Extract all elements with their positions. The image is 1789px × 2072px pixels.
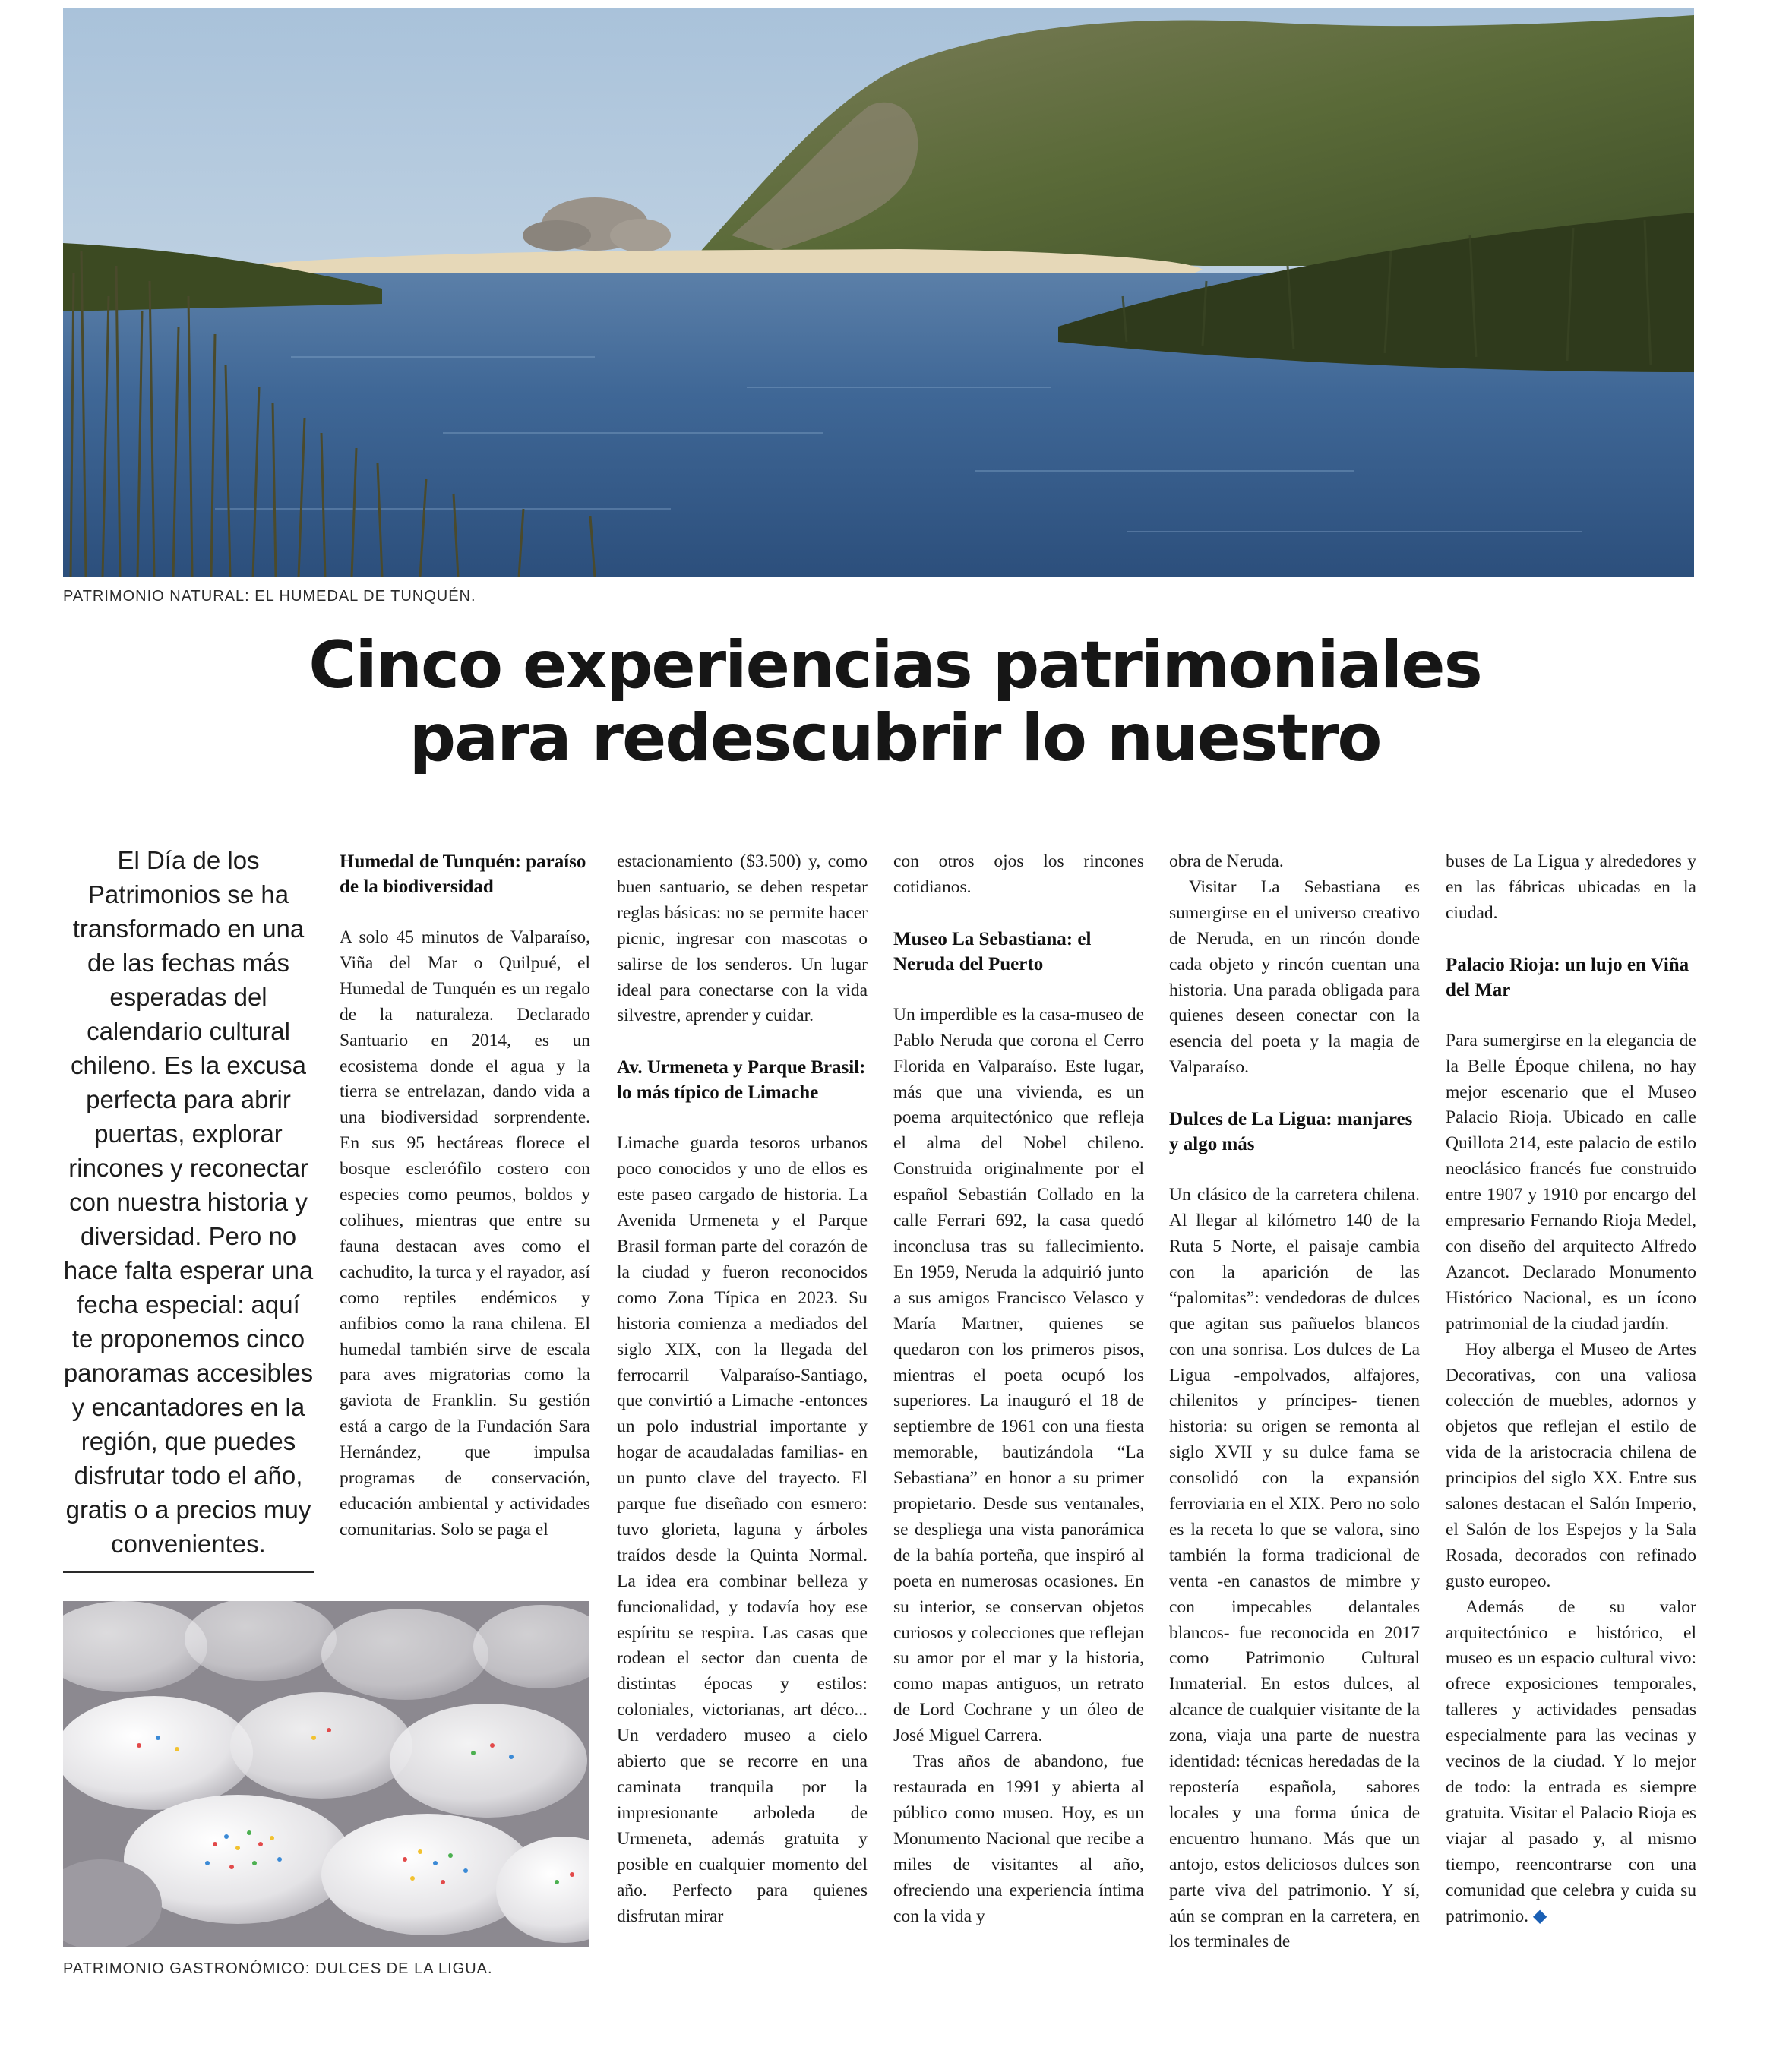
section-heading-sebastiana: Museo La Sebastiana: el Neruda del Puerto bbox=[893, 928, 1092, 974]
section-body-ligua-cont: buses de La Ligua y alrededores y en las fábricas ubicadas en la ciudad. bbox=[1446, 851, 1696, 923]
lagoon-illustration bbox=[63, 8, 1694, 577]
section-heading-rioja: Palacio Rioja: un lujo en Viña del Mar bbox=[1446, 954, 1689, 1000]
photo-caption-bottom: PATRIMONIO GASTRONÓMICO: DULCES DE LA LIGUA. bbox=[63, 1960, 493, 1977]
section-body-sebastiana-2: Tras años de abandono, fue restaurada en 1991 y abierta al público como museo. Hoy, es un Monumento Nacional que recibe a miles de visitantes al año, ofreciendo una experiencia íntima con la vida y bbox=[893, 1751, 1144, 1926]
text-column-5 bbox=[1446, 849, 1696, 2019]
sweets-illustration bbox=[63, 1601, 589, 1947]
section-heading-tunquen: Humedal de Tunquén: paraíso de la biodiversidad bbox=[340, 851, 586, 897]
article-intro: El Día de los Patrimonios se ha transformado en una de las fechas más esperadas del calendario cultural chileno. Es la excusa perfecta para abrir puertas, explorar rincones y reconectar con nuestra historia y diversidad. Pero no hace falta esperar una fecha especial: aquí te proponemos cinco panoramas accesibles y encantadores en la región, que puedes disfrutar todo el año, gratis o a precios muy convenientes. bbox=[63, 846, 314, 1558]
section-body-rioja-3 bbox=[1446, 1595, 1696, 1930]
text-column-1 bbox=[340, 849, 590, 1578]
section-body-sebastiana-1: Un imperdible es la casa-museo de Pablo Neruda que corona el Cerro Florida en Valparaíso. Este lugar, más que una vivienda, es un poema arquitectónico que refleja el alma del Nobel chileno. Construida originalmente por el español Sebastián Collado en la calle Ferrari 692, la casa quedó inconclusa tras su fallecimiento. En 1959, Neruda la adquirió junto a sus amigos Francisco Velasco y María Martner, quienes se quedaron con los primeros pisos, mientras el poeta ocupó los superiores. La inauguró el 18 de septiembre de 1961 con una fiesta memorable, bautizándola “La Sebastiana” en honor a su primer propietario. Desde sus ventanales, se despliega una vista panorámica de la bahía porteña, que inspiró al poeta en numerosas ocasiones. En su interior, se conservan objetos curiosos y colecciones que reflejan su amor por el mar y la historia, como mapas antiguos, un retrato de Lord Cochrane y un óleo de José Miguel Carrera. bbox=[893, 1004, 1144, 1746]
text-column-3 bbox=[893, 849, 1144, 2019]
photo-caption-top: PATRIMONIO NATURAL: EL HUMEDAL DE TUNQUÉN. bbox=[63, 588, 476, 605]
text-column-2 bbox=[617, 849, 868, 2019]
section-body-limache: Limache guarda tesoros urbanos poco conocidos y uno de ellos es este paseo cargado de historia. La Avenida Urmeneta y el Parque Brasil forman parte del corazón de la ciudad y fueron reconocidos como Zona Típica en 2023. Su historia comienza a mediados del siglo XIX, con la llegada del ferrocarril Valparaíso-Santiago, que convirtió a Limache -entonces un polo industrial importante y hogar de acaudaladas familias- en un punto clave del trayecto. El parque fue diseñado con esmero: tuvo glorieta, laguna y árboles traídos desde la Quinta Normal. La idea era combinar belleza y funcionalidad, y todavía hoy ese espíritu se respira. Las casas que rodean el sector dan cuenta de distintas épocas y estilos: coloniales, victorianas, art déco... Un verdadero museo a cielo abierto que se recorre en una caminata tranquila por la impresionante arboleda de Urmeneta, además gratuita y posible en cualquier momento del año. Perfecto para quienes disfrutan mirar bbox=[617, 1133, 868, 1926]
section-body-sebastiana-3: Visitar La Sebastiana es sumergirse en el universo creativo de Neruda, en un rincón donde cada objeto y rincón cuentan una historia. Una parada obligada para quienes deseen conectar con la esencia del poeta y la magia de Valparaíso. bbox=[1169, 876, 1420, 1078]
section-heading-limache: Av. Urmeneta y Parque Brasil: lo más típico de Limache bbox=[617, 1057, 866, 1104]
end-diamond-icon: ◆ bbox=[1532, 1906, 1547, 1926]
section-body-rioja-3-text: Además de su valor arquitectónico e histórico, el museo es un espacio cultural vivo: ofrece exposiciones temporales, talleres y actividades pensadas especialmente para las vecinas y vecinos de la ciudad. Y lo mejor de todo: la entrada es siempre gratuita. Visitar el Palacio Rioja es viajar al pasado y, al mismo tiempo, reencontrarse con una comunidad que celebra y cuida su patrimonio. bbox=[1446, 1597, 1696, 1926]
headline-line-1: Cinco experiencias patrimoniales bbox=[308, 627, 1481, 703]
section-body-limache-cont: con otros ojos los rincones cotidianos. bbox=[893, 851, 1144, 897]
section-body-rioja-2: Hoy alberga el Museo de Artes Decorativas, con una valiosa colección de muebles, adornos y objetos que reflejan el estilo de vida de la aristocracia chilena de principios del siglo XX. Entre sus salones destacan el Salón Imperio, el Salón de los Espejos y la Sala Rosada, decorados con refinado gusto europeo. bbox=[1446, 1339, 1696, 1591]
section-heading-ligua: Dulces de La Ligua: manjares y algo más bbox=[1169, 1109, 1413, 1155]
section-body-ligua: Un clásico de la carretera chilena. Al llegar al kilómetro 140 de la Ruta 5 Norte, el paisaje cambia con la aparición de las “palomitas”: vendedoras de dulces que agitan sus pañuelos blancos con una sonrisa. Los dulces de La Ligua -empolvados, alfajores, chilenitos y príncipes- tienen historia: su origen se remonta al siglo XVII y su dulce fama se consolidó con la expansión ferroviaria en el XIX. Pero no solo es la receta lo que se valora, sino también la forma tradicional de venta -en canastos de mimbre y con impecables delantales blancos- fue reconocida en 2017 como Patrimonio Cultural Inmaterial. En estos dulces, al alcance de cualquier visitante de la zona, viaja una parte de nuestra identidad: técnicas heredadas de la repostería española, sabores locales y una forma única de encuentro humano. Más que un antojo, estos deliciosos dulces son parte viva del patrimonio. Y sí, aún se compran en la carretera, en los terminales de bbox=[1169, 1185, 1420, 1952]
text-column-4 bbox=[1169, 849, 1420, 2019]
section-body-tunquen-cont: estacionamiento ($3.500) y, como buen santuario, se deben respetar reglas básicas: no se permite hacer picnic, ingresar con mascotas o salirse de los senderos. Un lugar ideal para conectarse con la vida silvestre, aprender y cuidar. bbox=[617, 851, 868, 1026]
intro-divider bbox=[63, 1571, 314, 1573]
headline-line-2: para redescubrir lo nuestro bbox=[409, 700, 1381, 776]
section-body-sebastiana-2-cont: obra de Neruda. bbox=[1169, 851, 1284, 871]
article-headline bbox=[139, 629, 1651, 775]
lagoon-photo bbox=[63, 8, 1694, 577]
section-body-tunquen: A solo 45 minutos de Valparaíso, Viña del Mar o Quilpué, el Humedal de Tunquén es un regalo de la naturaleza. Declarado Santuario en 2014, es un ecosistema donde el agua y la tierra se entrelazan, dando vida a una biodiversidad sorprendente. En sus 95 hectáreas florece el bosque esclerófilo costero con especies como peumos, boldos y colihues, mientras que entre su fauna destacan aves como el cachudito, la turca y el rayador, así como reptiles endémicos y anfibios como la rana chilena. El humedal también sirve de escala para aves migratorias como la gaviota de Franklin. Su gestión está a cargo de la Fundación Sara Hernández, que impulsa programas de conservación, educación ambiental y actividades comunitarias. Solo se paga el bbox=[340, 927, 590, 1540]
section-body-rioja-1: Para sumergirse en la elegancia de la Belle Époque chilena, no hay mejor escenario que el Museo Palacio Rioja. Ubicado en calle Quillota 214, este palacio de estilo neoclásico francés fue construido entre 1907 y 1910 por encargo del empresario Fernando Rioja Medel, con diseño del arquitecto Alfredo Azancot. Declarado Monumento Histórico Nacional, es un ícono patrimonial de la ciudad jardín. bbox=[1446, 1030, 1696, 1334]
sweets-photo bbox=[63, 1601, 589, 1947]
